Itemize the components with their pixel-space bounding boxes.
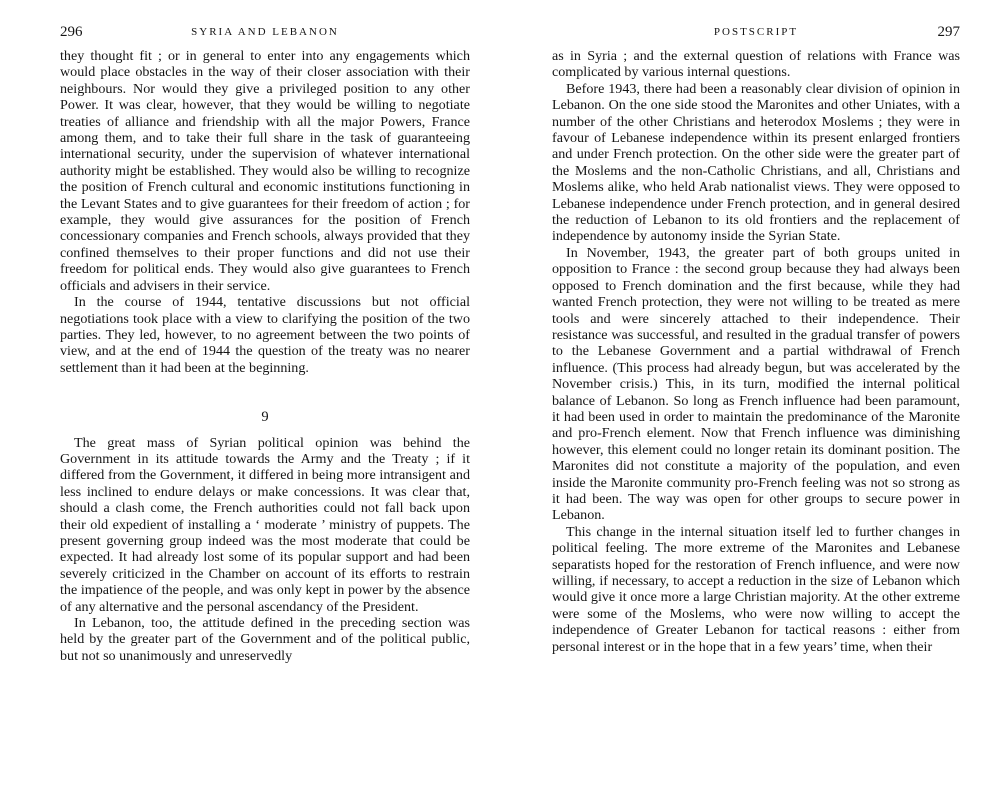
left-page-number: 296 xyxy=(60,24,83,40)
right-paragraph-2: Before 1943, there had been a reasonably clear division of opinion in Lebanon. On the one side stood the Maronites and other Uniates, with a number of the other Christians and heterodox Moslems ; they were in favour of Lebanese independence within its present enlarged frontiers and under French protection. On the other side were the greater part of the Moslems and the non-Catholic Christians, and all, Christians and Moslems alike, who held Arab nationalist views. They were opposed to Lebanese independence under French protection, and in general desired the reduction of Lebanon to its old frontiers and the replacement of independence by autonomy inside the Syrian State. xyxy=(552,80,960,245)
right-page xyxy=(552,0,960,795)
right-running-title: POSTSCRIPT xyxy=(713,26,799,38)
left-paragraph-2: In the course of 1944, tentative discussions but not official negotiations took place with a view to clarifying the position of the two parties. They led, however, to no agreement between the two points of view, and at the end of 1944 the question of the treaty was no nearer settlement than it had been at the beginning. xyxy=(60,294,470,376)
left-running-title: SYRIA AND LEBANON xyxy=(191,26,339,38)
section-number: 9 xyxy=(261,409,269,426)
right-body-text xyxy=(552,48,960,655)
left-body-text xyxy=(60,48,470,664)
left-running-head xyxy=(60,24,470,46)
left-paragraph-3: The great mass of Syrian political opinion was behind the Government in its attitude towards the Army and the Treaty ; if it differed from the Government, it differed in being more intransigent and less inclined to endure delays or make concessions. It was clear that, should a clash come, the French authorities could not fall back upon their old expedient of installing a ‘ moderate ’ ministry of puppets. The present governing group indeed was the most moderate that could be expected. It had already lost some of its popular support and had been severely criticized in the Chamber on account of its efforts to restrain the impatience of the people, and was only kept in power by the absence of any alternative and the personal ascendancy of the President. xyxy=(60,434,470,615)
right-paragraph-3: In November, 1943, the greater part of both groups united in opposition to France : the second group because they had always been opposed to French domination and the first because, while they had wanted French protection, they were not willing to be treated as mere tools and were sincerely attached to their independence. Their resistance was successful, and resulted in the gradual transfer of powers to the Lebanese Government and a partial withdrawal of French influence. (This process had already begun, but was accelerated by the November crisis.) This, in its turn, modified the internal political balance of Lebanon. So long as French influence had been paramount, it had been used in order to maintain the predominance of the Maronite and pro-French element. Now that French influence was diminishing however, this element could no longer retain its dominant position. The Maronites did not constitute a majority of the population, and even inside the Maronite community pro-French feeling was not so strong as it had been. The way was open for other groups to secure power in Lebanon. xyxy=(552,244,960,524)
right-page-number: 297 xyxy=(937,24,960,40)
left-page xyxy=(60,0,470,795)
left-paragraph-1: they thought fit ; or in general to enter into any engagements which would place obstacles in the way of their closer association with their neighbours. Nor would they give a privileged position to any other Power. It was clear, however, that they would be willing to negotiate treaties of alliance and friendship with all the major Powers, France among them, and to take their full share in the task of guaranteeing international security, under the supervision of whatever international authority might be established. They would also be willing to recognize the position of French cultural and economic institutions functioning in the Levant States and to give guarantees for their freedom of action ; for example, they would give assurances for the position of French concessionary companies and French schools, always provided that they confined themselves to their proper functions and did not use their freedom for political ends. They would also give guarantees to French officials and advisers in their service. xyxy=(60,48,470,294)
right-running-head xyxy=(552,24,960,46)
right-paragraph-1: as in Syria ; and the external question of relations with France was complicated by various internal questions. xyxy=(552,48,960,81)
left-paragraph-4: In Lebanon, too, the attitude defined in the preceding section was held by the greater part of the Government and of the political public, but not so unanimously and unreservedly xyxy=(60,615,470,664)
right-paragraph-4: This change in the internal situation itself led to further changes in political feeling. The more extreme of the Maronites and Lebanese separatists hoped for the restoration of French influence, and were now willing, if necessary, to accept a reduction in the size of Lebanon which would give it once more a large Christian majority. At the other extreme were some of the Moslems, who were now willing to accept the independence of Greater Lebanon for tactical reasons : either from personal interest or in the hope that in a few years’ time, when their xyxy=(552,523,960,655)
